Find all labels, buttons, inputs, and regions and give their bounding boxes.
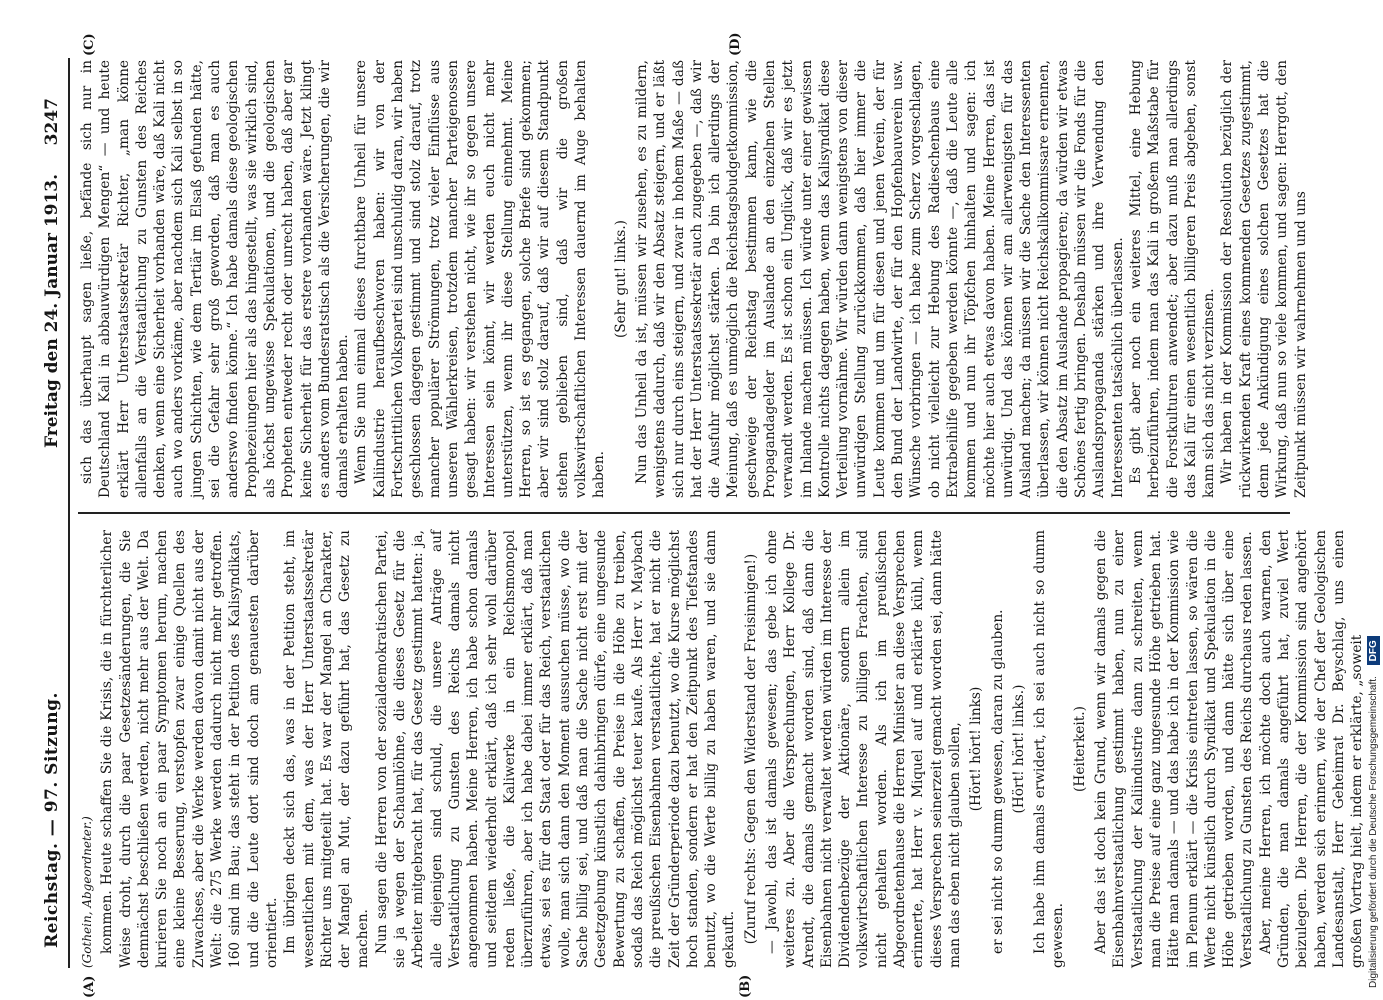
column-divider xyxy=(78,512,1290,514)
paragraph: Aber das ist doch kein Grund, wenn wir damals gegen die Eisenbahnverstaatlichung gestimmt haben, nun zu einer Verstaatlichung der Kaliindustrie dann zu schreiten, wenn man die Preise auf eine ganz ungesunde Höhe getrieben hat. Hätte man damals — und das habe ich in der Kommission wie im Plenum erklärt — die Krisis eintreten lassen, so wären die Werte nicht künstlich durch Syndikat und Spekulation in die Höhe getrieben worden, und dann hätte sich über eine Verstaatlichung zu Gunsten des Reichs durchaus reden lassen. xyxy=(1093,530,1256,968)
interjection: (Zuruf rechts: Gegen den Widerstand der Freisinnigen!) xyxy=(742,553,759,945)
page-number: 3247 xyxy=(42,98,62,146)
margin-mark-a: (A) xyxy=(82,975,97,998)
interjection: (Hört! hört! links.) xyxy=(1010,684,1027,814)
interjection: (Heiterkeit.) xyxy=(1071,706,1088,792)
paragraph: Nun sagen die Herren von der sozialdemokratischen Partei, sie ja wegen der Schaumlöhne, die dieses Gesetz für die Arbeiter mitgebracht hat, für das Gesetz gestimmt hatten: ja, alle diejenigen sind schuld, die unsere Anträge auf Verstaatlichung zu Gunsten des Reichs damals nicht angenommen haben. Meine Herren, ich habe schon damals und seitdem wiederholt erklärt, daß ich sehr wohl darüber reden ließe, die Kaliwerke in ein Reichsmonopol überzuführen, aber ich habe dabei immer erklärt, daß man etwas, sei es für den Staat oder für das Reich, verstaatlichen wolle, man sich dann den Moment aussuchen müsse, wo die Sache billig sei, und daß man die Sache nicht erst mit der Gesetzgebung künstlich dahinbringen dürfe, eine ungesunde Bewertung zu schaffen, die Preise in die Höhe zu treiben, sodaß das Reich möglichst teuer kaufe. Als Herr v. Maybach die preußischen Eisenbahnen verstaatlichte, hat er nicht die Zeit der Gründerperiode dazu benutzt, wo die Kurse möglichst hoch standen, sondern er hat den Zeitpunkt des Tiefstandes benutzt, wo die Werte billig zu haben waren, und sie dann gekauft. xyxy=(373,530,738,968)
paragraph: er sei nicht so dumm gewesen, daran zu glauben. xyxy=(989,609,1006,954)
paragraph: Aber, meine Herren, ich möchte doch auch warnen, den Gründen, die man damals angeführt hat, zuviel Wert beizulegen. Die Herren, die der Kommission sind angehört haben, werden sich erinnern, wie der Chef der Geologischen Landesanstalt, Herr Geheimrat Dr. Beyschlag, uns einen großen Vortrag hielt, indem er erklärte, „soweit xyxy=(1257,530,1366,968)
header-date: Freitag den 24. Januar 1913. xyxy=(42,173,62,448)
paragraph: sich das überhaupt sagen ließe, befände sich nur in Deutschland Kali in abbauwürdigen Mengen“ — und heute erklärt Herr Unterstaatssekretär Richter, „man könne allenfalls an die Verstaatlichung zu Gunsten des Reiches denken, wenn eine Sicherheit vorhanden wäre, daß Kali nicht auch wo anders vorkäme, aber nachdem sich Kali selbst in so jungen Schichten, wie dem Tertiär im Elsaß gefunden hätte, sei die Gefahr sehr groß geworden, daß man es auch anderswo finden könne.“ Ich habe damals diese geologischen Prophezeiungen hier als das hingestellt, was sie wirklich sind, als höchst ungewisse Spekulationen, und die geologischen Propheten entweder recht oder unrecht haben, daß aber gar keine Sicherheit für das erstere vorhanden wäre. Jetzt klingt es anders vom Bundesratstisch als die Versicherungen, die wir damals erhalten haben. xyxy=(79,60,352,498)
rotated-page xyxy=(38,32,1366,998)
left-column xyxy=(78,530,1366,968)
digitisation-credit xyxy=(1367,636,1380,988)
paragraph: Nun das Unheil da ist, müssen wir zusehen, es zu mildern, wenigstens dadurch, daß wir den Absatz steigern, und er läßt sich nur durch eins steigern, und zwar in hohem Maße — daß hat der Herr Unterstaatssekretär auch zugegeben —, daß wir die Ausfuhr möglichst stärken. Da bin ich allerdings der Meinung, daß es unmöglich die Reichstagsbudgetkommission, geschweige der Reichstag bestimmen kann, wie die Propagandagelder im Auslande an den einzelnen Stellen verwandt werden. Es ist schon ein Unglück, daß wir es jetzt im Inlande machen müssen. Ich würde unter einer gewissen Kontrolle nichts dagegen haben, wenn das Kalisyndikat diese Verteilung vornähme. Wir würden dann wenigstens von dieser unwürdigen Stellung zurückkommen, daß hier immer die Leute kommen und um für diesen und jenen Verein, der für den Bund der Landwirte, der für den Hopfenbauverein usw. Wünsche vorbringen — ich habe zum Scherz vorgeschlagen, ob nicht vielleicht zur Hebung des Radieschenbaus eine Extrabeihilfe gegeben werden könnte —, daß die Leute alle kommen und nun ihr Töpfchen hinhalten und sagen: ich möchte hier auch etwas davon haben. Meine Herren, das ist unwürdig. Und das können wir am allerwenigsten für das Ausland machen; da müssen wir die Sache den Interessenten überlassen, wir können nicht Reichskalikommissare ernennen, die den Absatz im Auslande propagieren; da würden wir etwas Schönes fertig bringen. Deshalb müssen wir die Fonds für die Auslandspropaganda stärken und ihre Verwendung den Interessenten tatsächlich überlassen. xyxy=(633,60,1126,498)
paragraph: Im übrigen deckt sich das, was in der Petition steht, im wesentlichen mit dem, was der Herr Unterstaatssekretär Richter uns mitgeteilt hat. Es war der Mangel an Charakter, der Mangel an Mut, der dazu geführt hat, das Gesetz zu machen. xyxy=(282,530,372,968)
header-session: Reichstag. — 97. Sitzung. xyxy=(42,692,62,948)
page-header xyxy=(38,58,70,968)
paragraph: Ich habe ihm damals erwidert, ich sei auch nicht so dumm gewesen. xyxy=(1032,530,1067,968)
right-column xyxy=(78,60,1309,498)
credit-text: Digitalisierung gefördert durch die Deutsche Forschungsgemeinschaft. xyxy=(1368,676,1379,988)
dfg-logo: DFG xyxy=(1367,636,1380,665)
interjection: (Hört! hört! links) xyxy=(968,686,985,812)
speaker-label: (Gothein, Abgeordneter.) xyxy=(80,816,94,968)
paragraph: Wenn Sie nun einmal dieses furchtbare Unheil für unsere Kaliindustrie heraufbeschworen haben: wir von der Fortschrittlichen Volkspartei sind unschuldig daran, wir haben geschlossen dagegen gestimmt und sind stolz darauf, trotz mancher populärer Strömungen, trotz vieler Einflüsse aus unseren Wählerkreisen, trotzdem mancher Parteigenossen gesagt haben: wir verstehen nicht, wie ihr so gegen unsere Interessen sein könnt, wir werden euch nicht mehr unterstützen, wenn ihr diese Stellung einnehmt. Meine Herren, so ist es gegangen, solche Briefe sind gekommen; aber wir sind stolz darauf, daß wir auf diesem Standpunkt stehen geblieben sind, daß wir die großen volkswirtschaftlichen Interessen dauernd im Auge behalten haben. xyxy=(353,60,608,498)
margin-mark-b: (B) xyxy=(738,974,753,998)
margin-mark-c: (C) xyxy=(82,33,97,56)
margin-mark-d: (D) xyxy=(728,32,743,56)
interjection: (Sehr gut! links.) xyxy=(612,219,629,339)
paragraph: Wir haben in der Kommission der Resolution bezüglich der rückwirkenden Kraft eines kommenden Gesetzes zugestimmt, denn jede Ankündigung eines solchen Gesetzes hat die Wirkung, daß nun so viele kommen, und sagen: Herrgott, den Zeitpunkt müssen wir wahrnehmen und uns xyxy=(1219,60,1309,498)
paragraph: kommen. Heute schaffen Sie die Krisis, die in fürchterlicher Weise droht, durch die paar Gesetzesänderungen, die Sie demnächst beschließen werden, nicht mehr aus der Welt. Da kurieren Sie noch an ein paar Symptomen herum, machen eine kleine Besserung, verstopfen zwar einige Quellen des Zuwachses, aber die Werke werden davon damit nicht aus der Welt: die 275 Werke werden dadurch nicht mehr getroffen. 160 sind im Bau; das steht in der Petition des Kalisyndikats, und die die Leute dort sind doch am genauesten darüber orientiert. xyxy=(99,530,280,968)
paragraph: Es gibt aber noch ein weiteres Mittel, eine Hebung herbeizuführen, indem man das Kali in großem Maßstabe für die Forstkulturen anwendet; aber dazu muß man allerdings das Kali für einen wesentlich billigeren Preis abgeben, sonst kann sich das nicht verzinsen. xyxy=(1127,60,1218,498)
paragraph: — Jawohl, das ist damals gewesen; das gebe ich ohne weiteres zu. Aber die Versprechungen, Herr Kollege Dr. Arendt, die damals gemacht worden sind, daß dann die Eisenbahnen nicht verwaltet werden würden im Interesse der Dividendenbezüge der Aktionäre, sondern allein im volkswirtschaftlichen Interesse zu billigen Frachten, sind nicht gehalten worden. Als ich im preußischen Abgeordnetenhause die Herren Minister an diese Versprechen erinnerte, hat Herr v. Miquel auf und erklärte kühl, wenn dieses Versprechen seinerzeit gemacht worden sei, dann hätte man das eben nicht glauben sollen, xyxy=(763,530,963,968)
